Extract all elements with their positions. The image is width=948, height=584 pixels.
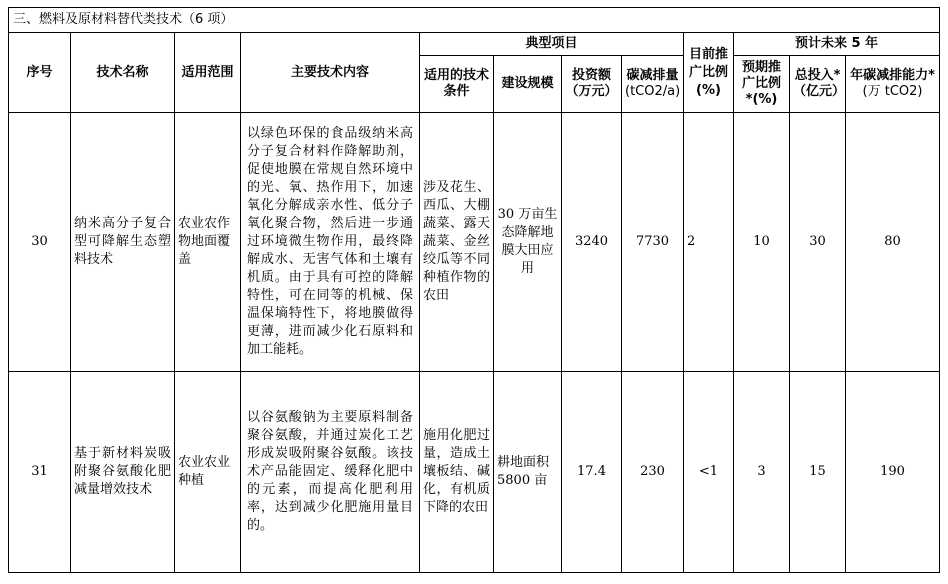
- cell-total-investment: 30: [790, 113, 846, 372]
- cell-expected-ratio: 3: [734, 372, 790, 573]
- cell-scope: 农业农作物地面覆盖: [175, 113, 241, 372]
- header-scope: 适用范围: [175, 33, 241, 113]
- cell-name: 纳米高分子复合型可降解生态塑料技术: [71, 113, 175, 372]
- header-conditions: 适用的技术条件: [420, 56, 494, 113]
- cell-current-ratio: <1: [684, 372, 734, 573]
- carbon-reduction-label: 碳减排量: [626, 68, 679, 83]
- header-content: 主要技术内容: [241, 33, 420, 113]
- cell-conditions: 涉及花生、西瓜、大棚蔬菜、露天蔬菜、金丝绞瓜等不同种植作物的农田: [420, 113, 494, 372]
- header-current-ratio: [684, 33, 734, 113]
- header-investment: 投资额（万元）: [562, 56, 622, 113]
- cell-scale: 30 万亩生态降解地膜大田应用: [494, 113, 562, 372]
- cell-expected-ratio: 10: [734, 113, 790, 372]
- header-typical-group: 典型项目: [420, 33, 684, 56]
- header-carbon-reduction: [622, 56, 684, 113]
- table-row: [9, 372, 940, 573]
- header-total-investment: 总投入*（亿元）: [790, 56, 846, 113]
- expected-ratio-unit: *(%): [745, 92, 778, 107]
- table-row: [9, 113, 940, 372]
- cell-content: 以绿色环保的食品级纳米高分子复合材料作降解助剂，促使地膜在常规自然环境中的光、氧、热作用下，加速氧化分解成亲水性、低分子氧化聚合物，然后进一步通过环境微生物作用，最终降解成水、无害气体和土壤有机质。由于具有可控的降解特性，可在同等的机械、保温保墒特性下，将地膜做得更薄，进而减少化石原料和加工能耗。: [241, 113, 420, 372]
- expected-ratio-label: 预期推广比例: [741, 60, 781, 91]
- technology-table: [8, 7, 940, 573]
- cell-seq: 31: [9, 372, 71, 573]
- header-forecast-group: 预计未来 5 年: [734, 33, 940, 56]
- section-title: 三、燃料及原材料替代类技术（6 项）: [9, 8, 940, 33]
- annual-capacity-label: 年碳减排能力*: [850, 68, 935, 83]
- cell-scope: 农业农业种植: [175, 372, 241, 573]
- cell-scale: 耕地面积5800 亩: [494, 372, 562, 573]
- cell-annual-capacity: 190: [846, 372, 940, 573]
- header-scale: 建设规模: [494, 56, 562, 113]
- cell-carbon-reduction: 230: [622, 372, 684, 573]
- cell-name: 基于新材料炭吸附聚谷氨酸化肥减量增效技术: [71, 372, 175, 573]
- cell-current-ratio: 2: [684, 113, 734, 372]
- cell-seq: 30: [9, 113, 71, 372]
- carbon-reduction-unit: (tCO2/a): [625, 84, 681, 99]
- header-annual-capacity: [846, 56, 940, 113]
- cell-annual-capacity: 80: [846, 113, 940, 372]
- cell-carbon-reduction: 7730: [622, 113, 684, 372]
- header-expected-ratio: [734, 56, 790, 113]
- header-seq: 序号: [9, 33, 71, 113]
- cell-investment: 3240: [562, 113, 622, 372]
- current-ratio-label: 目前推广比例: [688, 46, 728, 80]
- current-ratio-unit: (%): [696, 82, 721, 98]
- cell-content: 以谷氨酸钠为主要原料制备聚谷氨酸，并通过炭化工艺形成炭吸附聚谷氨酸。该技术产品能固定、缓释化肥中的元素，而提高化肥利用率，达到减少化肥施用量目的。: [241, 372, 420, 573]
- cell-conditions: 施用化肥过量，造成土壤板结、碱化，有机质下降的农田: [420, 372, 494, 573]
- cell-investment: 17.4: [562, 372, 622, 573]
- annual-capacity-unit: (万 tCO2): [862, 84, 923, 99]
- header-name: 技术名称: [71, 33, 175, 113]
- cell-total-investment: 15: [790, 372, 846, 573]
